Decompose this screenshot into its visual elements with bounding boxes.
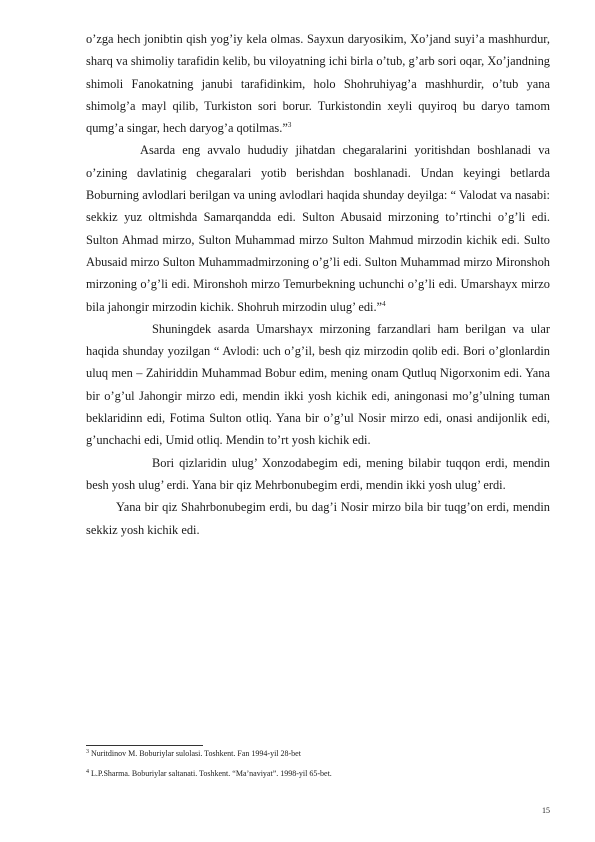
footnote-3-text: Nuritdinov M. Boburiylar sulolasi. Toshkent. Fan 1994-yil 28-bet [91,749,301,758]
footnote-ref-3[interactable]: 3 [287,121,292,130]
footnote-4 [86,768,550,780]
paragraph-5: Yana bir qiz Shahrbonubegim erdi, bu dag’i Nosir mirzo bila bir tuqg’on erdi, mendin sekkiz yosh kichik edi. [86,500,550,537]
footnote-mark-4: 4 [86,769,89,775]
footnotes [86,748,550,788]
paragraph-2-text: Asarda eng avvalo hududiy jihatdan chegaralarini yoritishdan boshlanadi va o’zining davlatinig chegaralari yotib berishdan boshlanadi. Undan keyingi betlarda Boburning avlodlari berilgan va uning avlodlari haqida shunday deyilga: “ Valodat va nasabi: sekkiz yuz oltmishda Samarqandda edi. Sulton Abusaid mirzoning to’rtinchi o’g’li edi. Sulton Ahmad mirzo, Sulton Muhammad mirzo Sulton Mahmud mirzodin kichik edi. Sulto Abusaid mirzo Sulton Muhammadmirzoning o’g’li edi. Sulton Muhammad mirzo Mironshoh mirzoning o’g’li edi. Mironshoh mirzo Temurbekning uchunchi o’g’li edi. Umarshayx mirzo bila jahongir mirzodin kichik. Shohruh mirzodin ulug’ edi.” [86,143,550,314]
paragraph-2 [86,139,550,317]
paragraph-3: Shuningdek asarda Umarshayx mirzoning farzandlari ham berilgan va ular haqida shunday yozilgan “ Avlodi: uch o’g’il, besh qiz mirzodin qolib edi. Bori o’glonlardin uluq men – Zahiriddin Muhammad Bobur edim, mening onam Qutluq Nigorxonim edi. Yana bir o’g’ul Jahongir mirzo edi, mendin ikki yosh kichik edi, aningonasi mo’g’ulning tuman beklaridinn edi, Fotima Sulton otliq. Yana bir o’g’ul Nosir mirzo edi, onasi andijonlik edi, g’unchachi edi, Umid otliq. Mendin to’rt yosh kichik edi. [86,321,550,448]
page-number: 15 [542,806,550,815]
footnote-separator [86,745,203,746]
document-body [86,28,550,541]
paragraph-4: Bori qizlaridin ulug’ Xonzodabegim edi, mening bilabir tuqqon erdi, mendin besh yosh ulug’ erdi. Yana bir qiz Mehrbonubegim erdi, mendin ikki yosh ulug’ erdi. [86,455,550,492]
footnote-4-text: L.P.Sharma. Boburiylar saltanati. Toshkent. “Ma’naviyat”. 1998-yil 65-bet. [91,769,332,778]
footnote-ref-4[interactable]: 4 [382,299,386,308]
footnote-3 [86,748,550,760]
paragraph-1 [86,28,550,139]
footnote-mark-3: 3 [86,749,89,755]
paragraph-1-text: o’zga hech jonibtin qish yog’iy kela olmas. Sayxun daryosikim, Xo’jand suyi’a mashhurdur, sharq va shimoliy tarafidin kelib, bu viloyatning ichi birla o’tub, g’arb sori oqar, Xo’jandning shimoli Fanokatning janubi tarafidinkim, holo Shohruhiyag’a mashhurdir, o’tub yana shimolg’a mayl qilib, Turkiston sori borur. Turkistondin xeyli quyiroq bu daryo tamom qumg’a singar, hech daryog’a qotilmas.” [86,32,550,136]
